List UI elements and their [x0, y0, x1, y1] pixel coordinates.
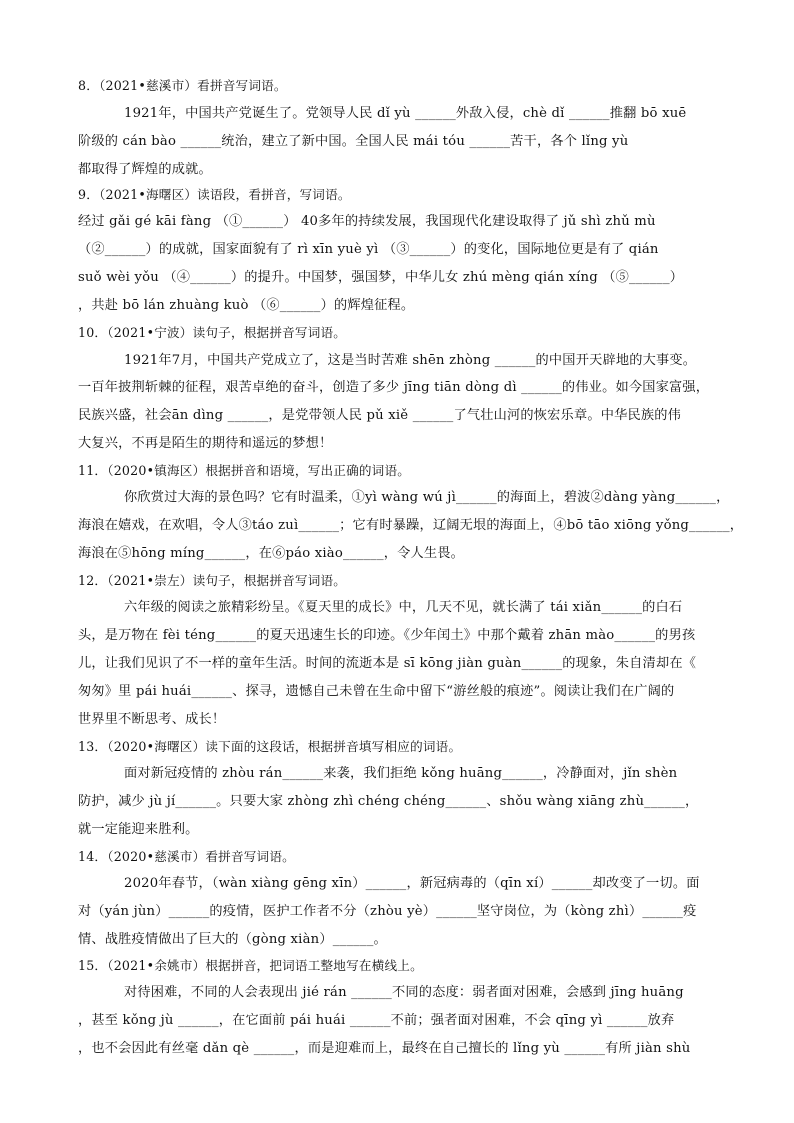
question-title: 14．（2020•慈溪市）看拼音写词语。 — [78, 849, 295, 864]
passage-line: 经过 gǎi gé kāi fàng （①______） 40多年的持续发展，我国现代化建设取得了 jǔ shì zhǔ mù — [78, 214, 656, 229]
passage-line: 你欣赏过大海的景色吗？它有时温柔，①yì wàng wú jì______的海面上，碧波②dàng yàng______， — [124, 490, 730, 505]
passage-line: 情、战胜疫情做出了巨大的（gòng xiàn）______。 — [78, 932, 387, 947]
passage-line: 对待困难，不同的人会表现出 jié rán ______不同的态度：弱者面对困难，会感到 jīng huāng — [124, 985, 684, 1000]
question-title: 8．（2021•慈溪市）看拼音写词语。 — [78, 78, 287, 93]
passage-line: 大复兴，不再是陌生的期待和遥远的梦想！ — [78, 436, 333, 451]
passage-line: 就一定能迎来胜利。 — [78, 822, 199, 837]
passage-line: 面对新冠疫情的 zhòu rán______来袭，我们拒绝 kǒng huāng______，冷静面对，jǐn shèn — [124, 766, 678, 781]
passage-line: 头，是万物在 fèi téng______的夏天迅速生长的印迹。《少年闰土》中那个戴着 zhān mào______的男孩 — [78, 628, 696, 643]
passage-line: 2020年春节，（wàn xiàng gēng xīn）______，新冠病毒的（qīn xí）______却改变了一切。面 — [124, 876, 700, 891]
passage-line: 世界里不断思考、成长！ — [78, 712, 226, 727]
passage-line: 海浪在⑤hōng míng______，在⑥páo xiào______，令人生畏。 — [78, 546, 465, 561]
question-title: 11．（2020•镇海区）根据拼音和语境，写出正确的词语。 — [78, 463, 411, 478]
question-title: 13．（2020•海曙区）读下面的这段话，根据拼音填写相应的词语。 — [78, 739, 462, 754]
passage-line: （②______）的成就，国家面貌有了 rì xīn yuè yì （③______）的变化，国际地位更是有了 qián — [78, 242, 659, 257]
passage-line: 都取得了辉煌的成就。 — [78, 162, 212, 177]
passage-line: 儿，让我们见识了不一样的童年生活。时间的流逝本是 sī kōng jiàn guàn______的现象，朱自清却在《 — [78, 656, 697, 671]
passage-line: 防护，减少 jù jí______。只要大家 zhòng zhì chéng chéng______、shǒu wàng xiāng zhù______， — [78, 794, 699, 809]
passage-line: 六年级的阅读之旅精彩纷呈。《夏天里的成长》中，几天不见，就长满了 tái xiǎn______的白石 — [124, 600, 683, 615]
passage-line: 1921年，中国共产党诞生了。党领导人民 dǐ yù ______外敌入侵，chè dǐ ______推翻 bō xuē — [124, 106, 687, 121]
question-title: 10．（2021•宁波）读句子，根据拼音写词语。 — [78, 325, 347, 340]
passage-line: 阶级的 cán bào ______统治，建立了新中国。全国人民 mái tóu ______苦干，各个 lǐng yù — [78, 134, 629, 149]
passage-line: ，也不会因此有丝毫 dǎn qè ______，而是迎难而上，最终在自己擅长的 lǐng yù ______有所 jiàn shù — [78, 1041, 691, 1056]
question-title: 12．（2021•崇左）读句子，根据拼音写词语。 — [78, 573, 347, 588]
passage-line: ，甚至 kǒng jù ______，在它面前 pái huái ______不前；强者面对困难，不会 qīng yì ______放弃 — [78, 1013, 675, 1028]
question-title: 15．（2021•余姚市）根据拼音，把词语工整地写在横线上。 — [78, 958, 423, 973]
passage-line: 海浪在嬉戏，在欢唱，令人③táo zuì______；它有时暴躁，辽阔无垠的海面上，④bō tāo xiōng yǒng______， — [78, 518, 744, 533]
passage-line: ，共赴 bō lán zhuàng kuò （⑥______）的辉煌征程。 — [78, 298, 415, 313]
passage-line: 对（yán jùn）______的疫情，医护工作者不分（zhòu yè）______坚守岗位，为（kòng zhì）______疫 — [78, 904, 697, 919]
passage-line: suǒ wèi yǒu （④______）的提升。中国梦，强国梦，中华儿女 zhú mèng qián xíng （⑤______） — [78, 270, 684, 285]
passage-line: 匆匆》里 pái huái______、探寻，遗憾自己未曾在生命中留下“游丝般的痕迹”。阅读让我们在广阔的 — [78, 684, 675, 699]
passage-line: 民族兴盛，社会ān dìng ______，是党带领人民 pǔ xiě ______了气壮山河的恢宏乐章。中华民族的伟 — [78, 408, 682, 423]
passage-line: 1921年7月，中国共产党成立了，这是当时苦难 shēn zhòng ______的中国开天辟地的大事变。 — [124, 353, 697, 368]
passage-line: 一百年披荆斩棘的征程，艰苦卓绝的奋斗，创造了多少 jīng tiān dòng dì ______的伟业。如今国家富强， — [78, 380, 710, 395]
question-title: 9．（2021•海曙区）读语段，看拼音，写词语。 — [78, 187, 351, 202]
